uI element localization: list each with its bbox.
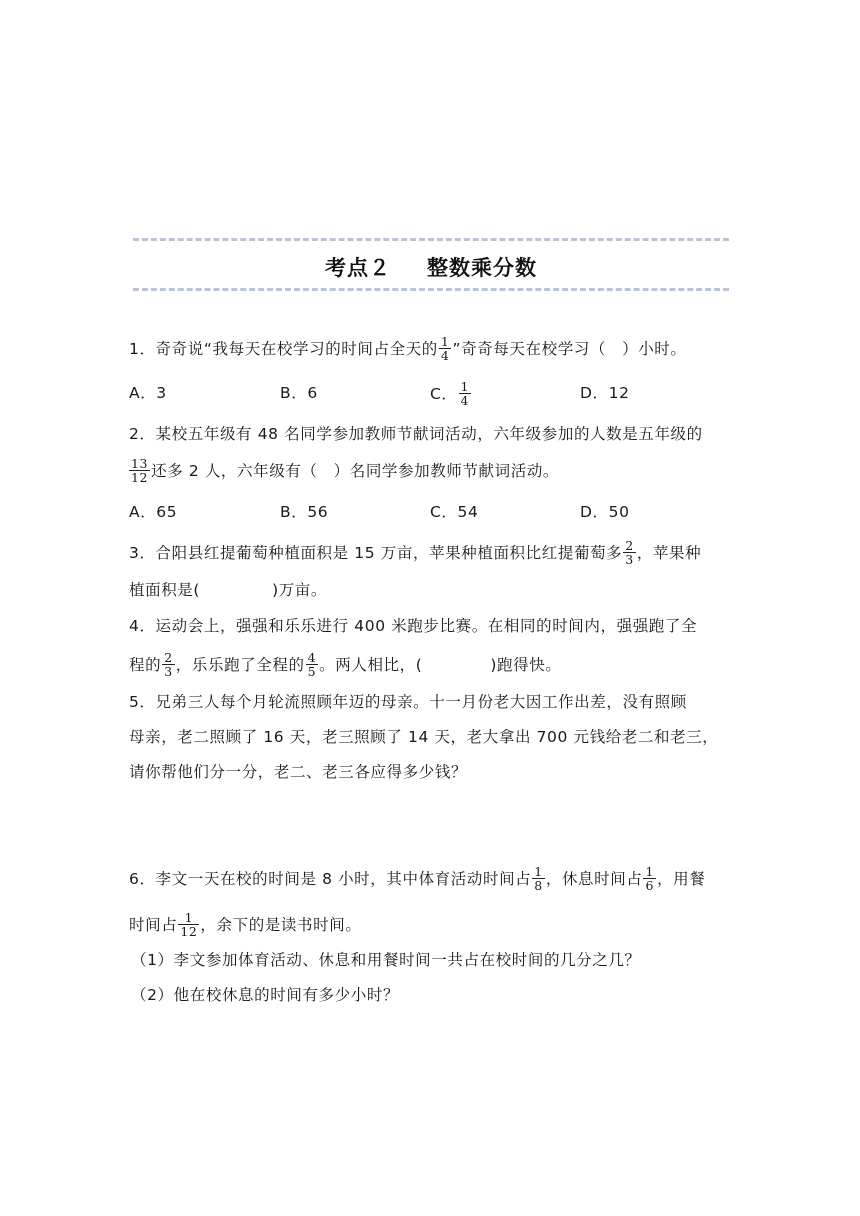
q1-option-b[interactable]: B．6: [280, 384, 318, 402]
q2-option-a[interactable]: A．65: [129, 503, 178, 521]
fraction: $\frac{1}{6}$: [645, 864, 655, 893]
q2-option-b[interactable]: B．56: [280, 503, 329, 521]
question-5-line-2: 母亲，老二照顾了 16 天，老三照顾了 14 天，老大拿出 700 元钱给老二和老三，: [129, 728, 719, 746]
question-4-line-2: 程的 $\frac{2}{3}$ ，乐乐跑了全程的 $\frac{4}{5}$ 。两人相比，( )跑得快。: [129, 650, 562, 679]
q2-option-d[interactable]: D．50: [580, 503, 630, 521]
question-5-line-1: 5．兄弟三人每个月轮流照顾年迈的母亲。十一月份老大因工作出差，没有照顾: [129, 693, 687, 711]
fraction: $\frac{2}{3}$: [164, 650, 173, 679]
q1-option-d[interactable]: D．12: [580, 384, 630, 402]
fraction: $\frac{13}{12}$: [131, 456, 149, 485]
question-5-line-3: 请你帮他们分一分，老二、老三各应得多少钱？: [129, 763, 468, 781]
title-part2: 整数乘分数: [427, 256, 537, 280]
question-1: 1．奇奇说“我每天在校学习的时间占全天的 $\frac{1}{4}$ ”奇奇每天在校学习（ ）小时。: [129, 334, 687, 363]
question-3-line-2: 植面积是( )万亩。: [129, 581, 328, 599]
header-bottom-rule: [133, 288, 729, 291]
question-6-sub-2: （2）他在校休息的时间有多少小时？: [131, 986, 400, 1004]
page-title: [133, 252, 729, 282]
header-top-rule: [133, 238, 729, 241]
q2-option-c[interactable]: C．54: [430, 503, 479, 521]
question-3-line-1: 3．合阳县红提葡萄种植面积是 15 万亩，苹果种植面积比红提葡萄多 $\frac{2}{3}$ ，苹果种: [129, 538, 702, 567]
q1-option-a[interactable]: A．3: [129, 384, 167, 402]
fraction: $\frac{1}{4}$: [460, 379, 470, 408]
question-2-line-2: $\frac{13}{12}$ 还多 2 人，六年级有（ ）名同学参加教师节献词活动。: [131, 456, 560, 485]
q1-option-c[interactable]: C． $\frac{1}{4}$: [430, 379, 470, 408]
question-2-line-1: 2．某校五年级有 48 名同学参加教师节献词活动，六年级参加的人数是五年级的: [129, 425, 703, 443]
question-6-sub-1: （1）李文参加体育活动、休息和用餐时间一共占在校时间的几分之几？: [131, 951, 641, 969]
title-part1: 考点２: [325, 256, 391, 280]
question-6-line-2: 时间占 $\frac{1}{12}$ ，余下的是读书时间。: [129, 910, 362, 939]
fraction: $\frac{2}{3}$: [625, 538, 634, 567]
fraction: $\frac{1}{12}$: [180, 910, 198, 939]
fraction: $\frac{4}{5}$: [307, 650, 317, 679]
question-6-line-1: 6．李文一天在校的时间是 8 小时，其中体育活动时间占 $\frac{1}{8}$ ，休息时间占 $\frac{1}{6}$ ，用餐: [129, 864, 706, 893]
question-4-line-1: 4．运动会上，强强和乐乐进行 400 米跑步比赛。在相同的时间内，强强跑了全: [129, 617, 698, 635]
fraction: $\frac{1}{8}$: [534, 864, 543, 893]
fraction: $\frac{1}{4}$: [440, 334, 450, 363]
